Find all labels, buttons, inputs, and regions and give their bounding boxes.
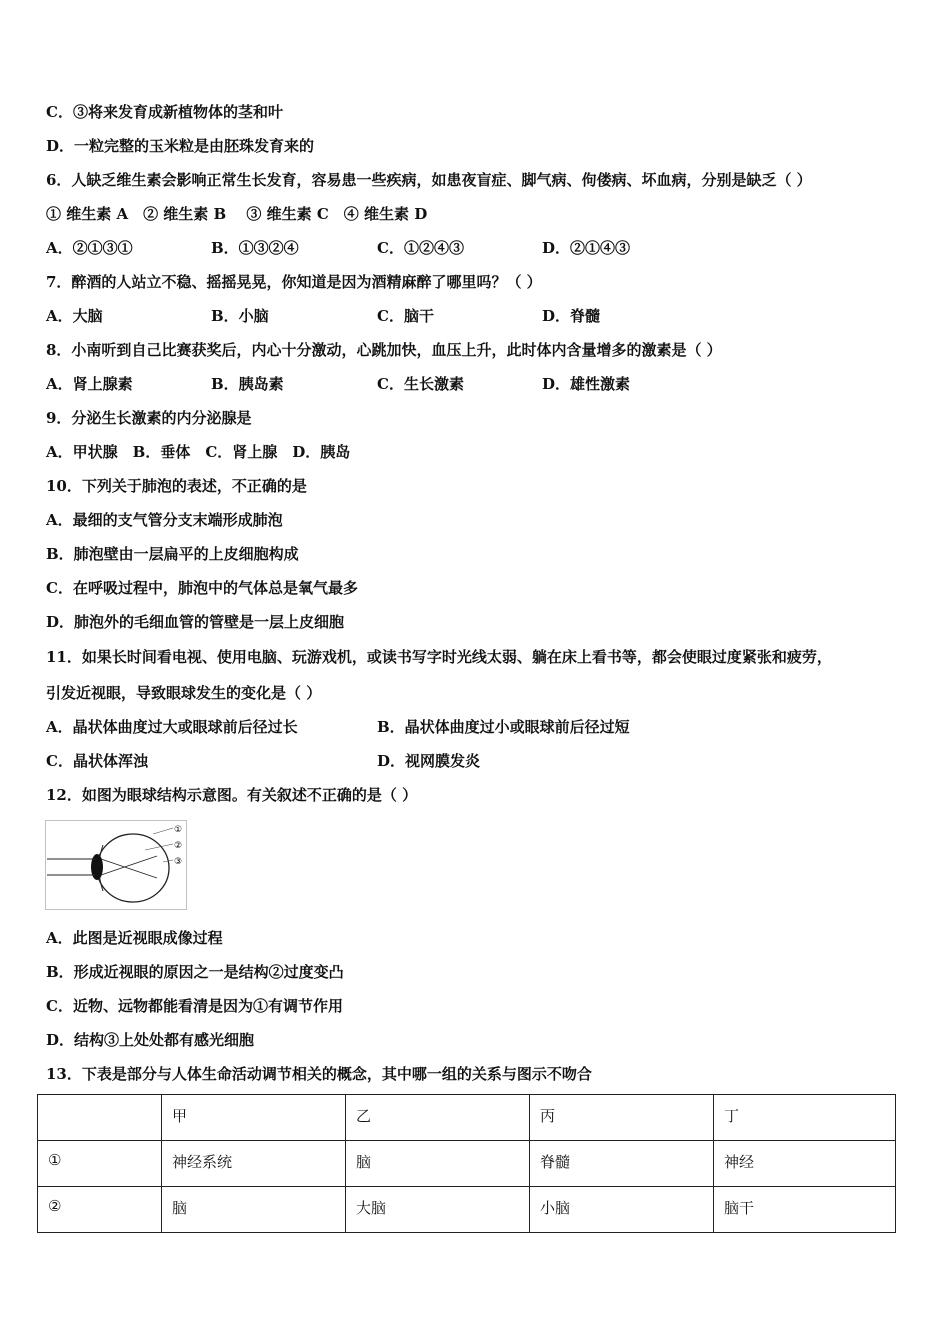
question-11-cont: 引发近视眼，导致眼球发生的变化是（ ） xyxy=(46,684,322,702)
refracted-ray-2 xyxy=(101,856,157,875)
q11-option-d: D．视网膜发炎 xyxy=(377,752,481,770)
table-cell: ① xyxy=(38,1141,162,1187)
figure-label-3: ③ xyxy=(174,857,183,867)
q11-option-c: C．晶状体浑浊 xyxy=(46,752,148,770)
q10-option-d: D．肺泡外的毛细血管的管壁是一层上皮细胞 xyxy=(46,613,345,631)
q7-option-c: C．脑干 xyxy=(377,307,434,325)
q12-option-d: D．结构③上处处都有感光细胞 xyxy=(46,1031,255,1049)
table-cell xyxy=(38,1095,162,1141)
table-cell: 神经 xyxy=(714,1141,896,1187)
figure-label-1: ① xyxy=(174,825,183,835)
q8-option-d: D．雄性激素 xyxy=(542,375,631,393)
table-cell: 丁 xyxy=(714,1095,896,1141)
q10-option-a: A．最细的支气管分支末端形成肺泡 xyxy=(46,511,283,529)
q7-option-d: D．脊髓 xyxy=(542,307,601,325)
question-8: 8．小南听到自己比赛获奖后，内心十分激动，心跳加快，血压上升，此时体内含量增多的激素是（ ） xyxy=(46,341,722,359)
question-6: 6．人缺乏维生素会影响正常生长发育，容易患一些疾病，如患夜盲症、脚气病、佝偻病、坏血病，分别是缺乏（ ） xyxy=(46,171,812,189)
question-6-items: ① 维生素 A ② 维生素 B ③ 维生素 C ④ 维生素 D xyxy=(46,205,428,223)
q6-option-b: B．①③②④ xyxy=(211,239,299,257)
q12-option-c: C．近物、远物都能看清是因为①有调节作用 xyxy=(46,997,343,1015)
q6-option-c: C．①②④③ xyxy=(377,239,464,257)
table-cell: 脑 xyxy=(162,1187,346,1233)
question-12: 12．如图为眼球结构示意图。有关叙述不正确的是（ ） xyxy=(46,786,418,804)
table-cell: 大脑 xyxy=(346,1187,530,1233)
table-row xyxy=(38,1141,896,1187)
table-cell: 脊髓 xyxy=(530,1141,714,1187)
table-cell: 脑 xyxy=(346,1141,530,1187)
q11-option-b: B．晶状体曲度过小或眼球前后径过短 xyxy=(377,718,630,736)
question-13: 13．下表是部分与人体生命活动调节相关的概念，其中哪一组的关系与图示不吻合 xyxy=(46,1065,592,1083)
q6-option-a: A．②①③① xyxy=(46,239,133,257)
figure-label-2: ② xyxy=(174,841,183,851)
table-cell: 脑干 xyxy=(714,1187,896,1233)
q7-option-b: B．小脑 xyxy=(211,307,269,325)
refracted-ray-1 xyxy=(101,859,157,878)
eyeball-diagram xyxy=(45,820,187,910)
lens-shape xyxy=(91,854,103,880)
table-cell: 神经系统 xyxy=(162,1141,346,1187)
table-row xyxy=(38,1187,896,1233)
table-cell: ② xyxy=(38,1187,162,1233)
table-cell: 乙 xyxy=(346,1095,530,1141)
pointer-line-1 xyxy=(153,828,173,834)
q11-option-a: A．晶状体曲度过大或眼球前后径过长 xyxy=(46,718,298,736)
question-7: 7．醉酒的人站立不稳、摇摇晃晃，你知道是因为酒精麻醉了哪里吗？（ ） xyxy=(46,273,542,291)
concept-table xyxy=(37,1094,896,1233)
option-d-q5: D．一粒完整的玉米粒是由胚珠发育来的 xyxy=(46,137,315,155)
table-cell: 小脑 xyxy=(530,1187,714,1233)
table-cell: 甲 xyxy=(162,1095,346,1141)
q12-option-a: A．此图是近视眼成像过程 xyxy=(46,929,223,947)
q10-option-b: B．肺泡壁由一层扁平的上皮细胞构成 xyxy=(46,545,299,563)
q8-option-a: A．肾上腺素 xyxy=(46,375,133,393)
q9-options: A．甲状腺 B．垂体 C．肾上腺 D．胰岛 xyxy=(46,443,351,461)
q8-option-b: B．胰岛素 xyxy=(211,375,284,393)
q8-option-c: C．生长激素 xyxy=(377,375,464,393)
q6-option-d: D．②①④③ xyxy=(542,239,631,257)
table-header-row xyxy=(38,1095,896,1141)
q12-option-b: B．形成近视眼的原因之一是结构②过度变凸 xyxy=(46,963,344,981)
q10-option-c: C．在呼吸过程中，肺泡中的气体总是氧气最多 xyxy=(46,579,358,597)
figure-frame xyxy=(46,821,187,910)
question-10: 10．下列关于肺泡的表述，不正确的是 xyxy=(46,477,307,495)
question-11: 11．如果长时间看电视、使用电脑、玩游戏机，或读书写字时光线太弱、躺在床上看书等，都会使眼过度紧张和疲劳， xyxy=(46,648,832,666)
q7-option-a: A．大脑 xyxy=(46,307,103,325)
question-9: 9．分泌生长激素的内分泌腺是 xyxy=(46,409,252,427)
table-cell: 丙 xyxy=(530,1095,714,1141)
option-c-q5: C．③将来发育成新植物体的茎和叶 xyxy=(46,103,283,121)
eyeball-outline xyxy=(97,834,169,902)
